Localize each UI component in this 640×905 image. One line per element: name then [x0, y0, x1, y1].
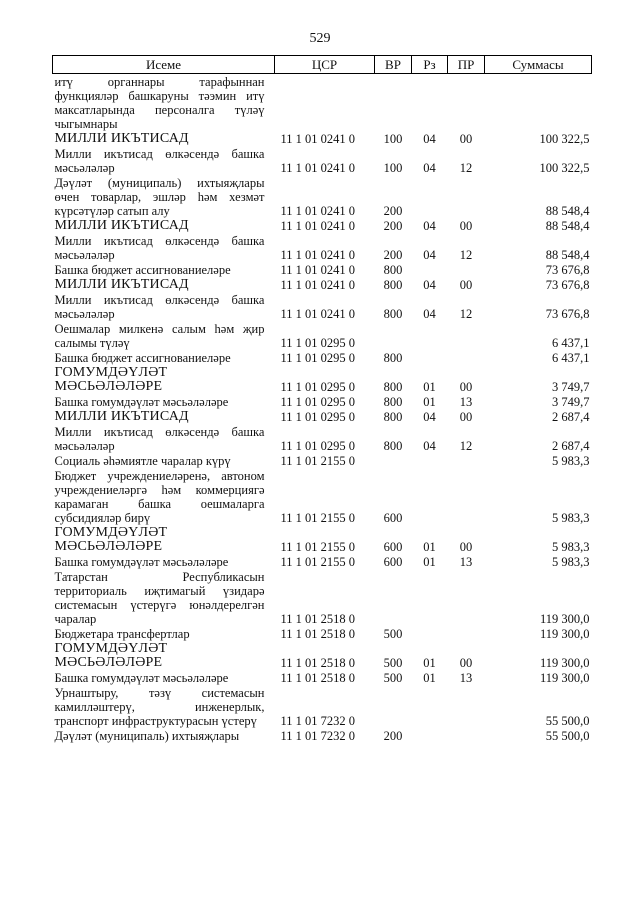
cell-vr: 600	[383, 511, 403, 525]
table-row	[53, 131, 592, 146]
cell-vr: 800	[383, 410, 403, 424]
cell-rz	[412, 453, 448, 468]
table-header-row	[53, 56, 592, 74]
table-row	[53, 641, 592, 670]
cell-rz: 01	[423, 395, 436, 409]
cell-name: Бюджет учреждениеләренә, автоном учреждениеләргә һәм коммерциягә карамаган башка оешмаларга субсидияләр бирү	[54, 469, 265, 525]
cell-pr	[448, 685, 485, 728]
cell-sum: 88 548,4	[545, 219, 590, 233]
table-row	[53, 262, 592, 277]
header-rz: Рз	[412, 56, 448, 74]
cell-sum	[485, 74, 592, 132]
cell-name: Оешмалар милкенә салым һәм җир салымы түләү	[54, 322, 265, 350]
cell-vr: 500	[383, 627, 403, 641]
cell-pr: 00	[459, 219, 473, 233]
cell-pr	[448, 321, 485, 350]
cell-pr: 12	[459, 161, 473, 175]
cell-vr	[375, 685, 412, 728]
cell-vr: 100	[383, 132, 403, 146]
cell-sum: 55 500,0	[545, 714, 590, 728]
cell-csr: 11 1 01 2155 0	[280, 511, 356, 525]
cell-vr	[375, 74, 412, 132]
cell-rz: 01	[423, 656, 436, 670]
table-row	[53, 728, 592, 743]
cell-csr: 11 1 01 2155 0	[280, 540, 356, 554]
cell-csr	[275, 74, 375, 132]
cell-pr: 13	[459, 395, 473, 409]
table-row	[53, 394, 592, 409]
cell-pr: 12	[459, 307, 473, 321]
cell-pr	[448, 569, 485, 626]
cell-rz	[412, 569, 448, 626]
cell-name: МИЛЛИ ИКЪТИСАД	[54, 409, 189, 424]
cell-sum: 119 300,0	[539, 671, 590, 685]
cell-csr: 11 1 01 0241 0	[280, 278, 356, 292]
table-row	[53, 175, 592, 218]
cell-vr: 800	[383, 351, 403, 365]
cell-rz: 01	[423, 540, 436, 554]
cell-vr: 200	[383, 248, 403, 262]
cell-pr: 00	[459, 380, 473, 394]
cell-pr: 13	[459, 555, 473, 569]
cell-rz	[412, 321, 448, 350]
cell-csr: 11 1 01 0295 0	[280, 395, 356, 409]
cell-sum: 119 300,0	[539, 612, 590, 626]
cell-sum: 2 687,4	[552, 410, 590, 424]
cell-csr: 11 1 01 0295 0	[280, 439, 356, 453]
cell-name: Милли икътисад өлкәсендә башка мәсьәләләр	[54, 293, 265, 321]
cell-rz: 04	[423, 219, 436, 233]
cell-sum: 73 676,8	[545, 307, 590, 321]
cell-pr: 12	[459, 439, 473, 453]
cell-name: Урнаштыру, тәзү системасын камилләштерү, инженерлык, транспорт инфраструктурасын үстерү	[54, 686, 265, 728]
cell-rz: 04	[423, 132, 436, 146]
table-row	[53, 292, 592, 321]
cell-vr: 200	[383, 729, 403, 743]
cell-sum: 5 983,3	[552, 540, 590, 554]
cell-rz	[412, 74, 448, 132]
cell-name: ГОМУМДӘҮЛӘТ МӘСЬӘЛӘЛӘРЕ	[54, 365, 168, 394]
cell-vr: 800	[383, 278, 403, 292]
cell-name: МИЛЛИ ИКЪТИСАД	[54, 131, 189, 146]
cell-pr	[448, 453, 485, 468]
cell-rz	[412, 728, 448, 743]
cell-csr: 11 1 01 7232 0	[280, 714, 356, 728]
cell-csr: 11 1 01 0295 0	[280, 351, 356, 365]
cell-csr: 11 1 01 7232 0	[280, 729, 356, 743]
cell-pr: 12	[459, 248, 473, 262]
cell-pr	[448, 626, 485, 641]
cell-csr: 11 1 01 2518 0	[280, 612, 356, 626]
table-row	[53, 350, 592, 365]
header-vr: ВР	[375, 56, 412, 74]
cell-sum: 5 983,3	[552, 555, 590, 569]
cell-name: Социаль әһәмиятле чаралар күрү	[54, 454, 231, 468]
table-row	[53, 468, 592, 525]
table-row	[53, 74, 592, 132]
cell-csr: 11 1 01 2155 0	[280, 555, 356, 569]
cell-csr: 11 1 01 2518 0	[280, 627, 356, 641]
cell-pr: 00	[459, 132, 473, 146]
cell-sum: 119 300,0	[539, 627, 590, 641]
table-row	[53, 233, 592, 262]
table-row	[53, 626, 592, 641]
cell-csr: 11 1 01 0241 0	[280, 248, 356, 262]
cell-vr: 100	[383, 161, 403, 175]
header-pr: ПР	[448, 56, 485, 74]
cell-vr: 200	[383, 204, 403, 218]
cell-sum: 73 676,8	[545, 263, 590, 277]
cell-vr	[375, 321, 412, 350]
cell-pr	[448, 468, 485, 525]
table-row	[53, 424, 592, 453]
cell-csr: 11 1 01 0241 0	[280, 204, 356, 218]
cell-rz: 04	[423, 307, 436, 321]
cell-pr	[448, 728, 485, 743]
header-sum: Суммасы	[485, 56, 592, 74]
table-row	[53, 277, 592, 292]
cell-sum: 73 676,8	[545, 278, 590, 292]
table-row	[53, 569, 592, 626]
cell-name: Башка бюджет ассигнованиеләре	[54, 351, 231, 365]
cell-sum: 100 322,5	[539, 132, 590, 146]
cell-name: Дәүләт (муниципаль) ихтыяҗлары өчен товарлар, эшләр һәм хезмәт күрсәтүләр сатып алу	[54, 176, 265, 218]
cell-sum: 88 548,4	[545, 204, 590, 218]
cell-rz: 01	[423, 555, 436, 569]
cell-pr	[448, 175, 485, 218]
table-row	[53, 453, 592, 468]
cell-vr: 800	[383, 395, 403, 409]
budget-table	[52, 55, 592, 743]
cell-csr: 11 1 01 0295 0	[280, 410, 356, 424]
cell-name: итү органнары тарафыннан функцияләр башкаруны тәэмин итү максатларында персоналга түләү чыгымнары	[54, 75, 265, 131]
cell-name: Бюджетара трансфертлар	[54, 627, 190, 641]
cell-rz	[412, 262, 448, 277]
cell-vr: 500	[383, 671, 403, 685]
cell-name: Башка гомумдәүләт мәсьәләләре	[54, 671, 229, 685]
cell-rz: 04	[423, 161, 436, 175]
cell-name: ГОМУМДӘҮЛӘТ МӘСЬӘЛӘЛӘРЕ	[54, 525, 168, 554]
page-number: 529	[309, 31, 331, 46]
cell-vr: 200	[383, 219, 403, 233]
table-row	[53, 321, 592, 350]
cell-rz	[412, 468, 448, 525]
cell-vr: 600	[383, 540, 403, 554]
cell-rz	[412, 175, 448, 218]
cell-csr: 11 1 01 0241 0	[280, 219, 356, 233]
cell-name: Милли икътисад өлкәсендә башка мәсьәләләр	[54, 147, 265, 175]
cell-vr	[375, 569, 412, 626]
cell-pr: 13	[459, 671, 473, 685]
table-row	[53, 554, 592, 569]
cell-pr: 00	[459, 410, 473, 424]
cell-name: Милли икътисад өлкәсендә башка мәсьәләләр	[54, 234, 265, 262]
table-row	[53, 525, 592, 554]
cell-sum: 6 437,1	[552, 336, 590, 350]
cell-csr: 11 1 01 0241 0	[280, 307, 356, 321]
cell-pr	[448, 262, 485, 277]
cell-vr: 600	[383, 555, 403, 569]
cell-rz: 04	[423, 410, 436, 424]
cell-name: Татарстан Республикасын территориаль иҗтимагый үзидарә системасын үстерүгә юнәлдерелгән чаралар	[54, 570, 265, 626]
cell-rz	[412, 685, 448, 728]
cell-name: Башка бюджет ассигнованиеләре	[54, 263, 231, 277]
cell-pr	[448, 350, 485, 365]
cell-sum: 88 548,4	[545, 248, 590, 262]
cell-csr: 11 1 01 2518 0	[280, 671, 356, 685]
cell-vr: 800	[383, 307, 403, 321]
cell-rz: 01	[423, 380, 436, 394]
cell-name: Милли икътисад өлкәсендә башка мәсьәләләр	[54, 425, 265, 453]
cell-name: Башка гомумдәүләт мәсьәләләре	[54, 555, 229, 569]
table-row	[53, 365, 592, 394]
cell-vr	[375, 453, 412, 468]
cell-sum: 100 322,5	[539, 161, 590, 175]
table-row	[53, 409, 592, 424]
cell-vr: 800	[383, 263, 403, 277]
table-row	[53, 685, 592, 728]
table-row	[53, 218, 592, 233]
header-csr: ЦСР	[275, 56, 375, 74]
cell-csr: 11 1 01 0295 0	[280, 380, 356, 394]
cell-vr: 800	[383, 439, 403, 453]
cell-rz	[412, 626, 448, 641]
cell-rz: 04	[423, 278, 436, 292]
cell-sum: 6 437,1	[552, 351, 590, 365]
cell-csr: 11 1 01 0295 0	[280, 336, 356, 350]
cell-vr: 800	[383, 380, 403, 394]
cell-pr	[448, 74, 485, 132]
cell-rz	[412, 350, 448, 365]
cell-name: МИЛЛИ ИКЪТИСАД	[54, 277, 189, 292]
cell-pr: 00	[459, 540, 473, 554]
cell-pr: 00	[459, 278, 473, 292]
cell-sum: 2 687,4	[552, 439, 590, 453]
cell-csr: 11 1 01 0241 0	[280, 132, 356, 146]
cell-sum: 55 500,0	[545, 729, 590, 743]
cell-sum: 3 749,7	[552, 380, 590, 394]
cell-vr: 500	[383, 656, 403, 670]
cell-name: ГОМУМДӘҮЛӘТ МӘСЬӘЛӘЛӘРЕ	[54, 641, 168, 670]
table-row	[53, 670, 592, 685]
cell-rz: 04	[423, 439, 436, 453]
cell-name: МИЛЛИ ИКЪТИСАД	[54, 218, 189, 233]
cell-csr: 11 1 01 2518 0	[280, 656, 356, 670]
header-name: Исеме	[53, 56, 275, 74]
cell-sum: 5 983,3	[552, 454, 590, 468]
cell-rz: 04	[423, 248, 436, 262]
cell-csr: 11 1 01 2155 0	[280, 454, 356, 468]
cell-csr: 11 1 01 0241 0	[280, 161, 356, 175]
table-body	[53, 74, 592, 744]
cell-csr: 11 1 01 0241 0	[280, 263, 356, 277]
cell-sum: 5 983,3	[552, 511, 590, 525]
cell-sum: 119 300,0	[539, 656, 590, 670]
cell-name: Башка гомумдәүләт мәсьәләләре	[54, 395, 229, 409]
cell-pr: 00	[459, 656, 473, 670]
cell-rz: 01	[423, 671, 436, 685]
cell-sum: 3 749,7	[552, 395, 590, 409]
table-row	[53, 146, 592, 175]
cell-name: Дәүләт (муниципаль) ихтыяҗлары	[54, 729, 240, 743]
